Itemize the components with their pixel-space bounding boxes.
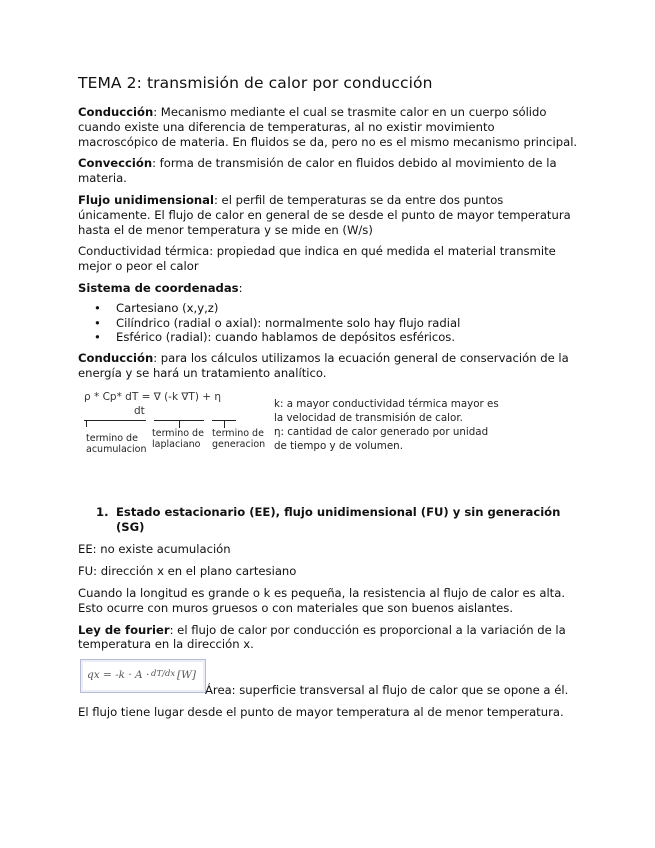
sistema-heading xyxy=(78,281,578,296)
conduccion2-paragraph xyxy=(78,351,578,381)
term-line: termino de xyxy=(152,427,204,439)
term-line: laplaciano xyxy=(152,438,201,450)
note-line: de tiempo y de volumen. xyxy=(274,439,403,452)
term-acumulacion xyxy=(86,433,147,455)
tick xyxy=(179,420,180,428)
term-line: termino de xyxy=(212,427,264,439)
fu-paragraph: FU: dirección x en el plano cartesiano xyxy=(78,564,297,579)
conveccion-paragraph xyxy=(78,156,578,186)
term-line: generacion xyxy=(212,438,266,450)
section-list xyxy=(78,505,578,535)
fourier-formula-row xyxy=(78,659,578,699)
area-caption: Área: superficie transversal al flujo de calor que se opone a él. xyxy=(205,683,569,698)
equation-notes xyxy=(274,397,504,453)
term-laplaciano xyxy=(152,428,204,450)
final-paragraph: El flujo tiene lugar desde el punto de mayor temperatura al de menor temperatura. xyxy=(78,705,564,720)
note-line: k: a mayor conductividad térmica mayor es xyxy=(274,397,499,410)
equation-denominator: dt xyxy=(134,404,145,417)
list-item: • Cilíndrico (radial o axial): normalmente solo hay flujo radial xyxy=(116,316,578,331)
list-item: • Esférico (radial): cuando hablamos de depósitos esféricos. xyxy=(116,330,578,345)
formula-fraction: dT/dx xyxy=(151,669,176,680)
term-line: termino de xyxy=(86,432,138,444)
conduccion2-label: Conducción xyxy=(78,351,154,366)
conduccion-paragraph xyxy=(78,105,578,149)
conduccion-label: Conducción xyxy=(78,105,154,119)
coordinate-list xyxy=(78,301,578,345)
fourier-text: : el flujo de calor por conducción es proporcional a la variación de la temperatura en la dirección x. xyxy=(78,622,566,652)
term-generacion xyxy=(212,428,265,450)
list-item: • Cartesiano (x,y,z) xyxy=(116,301,578,316)
ee-paragraph: EE: no existe acumulación xyxy=(78,542,231,557)
bracket-acumulacion xyxy=(84,420,146,421)
conveccion-label: Convección xyxy=(78,156,153,171)
conductividad-paragraph: Conductividad térmica: propiedad que indica en qué medida el material transmite mejor o peor el calor xyxy=(78,244,556,274)
tick xyxy=(86,420,87,427)
term-line: acumulacion xyxy=(86,443,147,455)
fourier-paragraph xyxy=(78,623,578,653)
flujo-paragraph xyxy=(78,193,578,237)
document-page xyxy=(78,74,578,727)
page-title: TEMA 2: transmisión de calor por conducción xyxy=(78,74,433,92)
flujo-text: : el perfil de temperaturas se da entre dos puntos únicamente. El flujo de calor en general de se desde el punto de mayor temperatura hasta el de menor temperatura y se mide en (W/s) xyxy=(78,192,571,237)
longitud-paragraph: Cuando la longitud es grande o k es pequeña, la resistencia al flujo de calor es alta. Esto ocurre con muros gruesos o con materiales que son buenos aislantes. xyxy=(78,585,566,615)
equation-image xyxy=(78,391,578,481)
formula-lhs: qx = -k · A · xyxy=(87,669,150,682)
equation-top-line: ρ * Cp* dT = ∇ (-k ∇T) + η xyxy=(84,390,222,403)
equation-diagram xyxy=(84,391,274,481)
flujo-label: Flujo unidimensional xyxy=(78,192,214,207)
conduccion-text: : Mecanismo mediante el cual se trasmite calor en un cuerpo sólido cuando existe una diferencia de temperaturas, al no existir movimiento macroscópico de materia. En fluidos se da, pero no es el mismo mecanismo principal. xyxy=(78,105,578,149)
sistema-colon: : xyxy=(238,280,243,295)
tick xyxy=(224,420,225,428)
fourier-formula-image xyxy=(80,659,206,693)
note-line: la velocidad de transmisión de calor. xyxy=(274,411,463,424)
formula-unit: [W] xyxy=(177,669,196,682)
note-line: η: cantidad de calor generado por unidad xyxy=(274,425,489,438)
section1-heading: 1. Estado estacionario (EE), flujo unidimensional (FU) y sin generación (SG) xyxy=(116,505,578,535)
conduccion2-text: : para los cálculos utilizamos la ecuación general de conservación de la energía y se hará un tratamiento analítico. xyxy=(78,351,569,380)
sistema-label: Sistema de coordenadas xyxy=(78,280,239,295)
conveccion-text: : forma de transmisión de calor en fluidos debido al movimiento de la materia. xyxy=(78,156,557,186)
fourier-label: Ley de fourier xyxy=(78,622,170,637)
